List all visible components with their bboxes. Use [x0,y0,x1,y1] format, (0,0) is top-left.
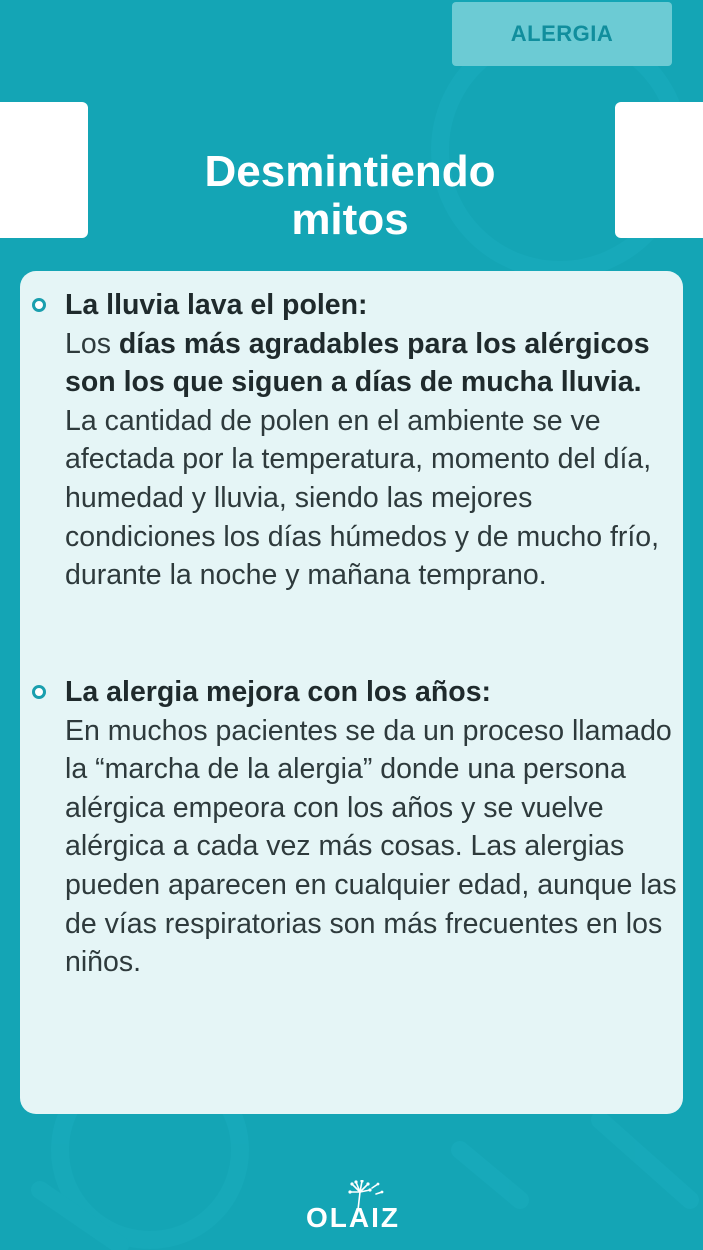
page-title [150,148,550,244]
myth-text [65,673,677,982]
category-tag-label: ALERGIA [510,21,614,46]
myth-text [65,286,677,595]
page-title-line-2: mitos [291,195,409,244]
myths-card [20,271,683,1114]
myth-text-intro: Los [65,327,119,360]
right-side-card [615,102,703,238]
logo-text: OLAIZ [306,1202,400,1233]
category-tag [452,2,672,66]
left-side-card [0,102,88,238]
myth-text-body: En muchos pacientes se da un proceso llamado la “marcha de la alergia” donde una persona alérgica empeora con los años y se vuelve alérgica a cada vez más cosas. Las alergias pueden aparecen en cualquier edad, aunque las de vías respiratorias son más frecuentes en los niños. [65,714,677,979]
bullet-icon [32,298,46,312]
page-title-line-1: Desmintiendo [204,147,496,196]
myth-text-bold: días más agradables para los alérgicos son los que siguen a días de mucha lluvia. [65,327,650,399]
bullet-icon [32,685,46,699]
myth-heading: La alergia mejora con los años: [65,676,492,708]
myth-heading: La lluvia lava el polen: [65,289,368,321]
myth-text-rest: La cantidad de polen en el ambiente se ve afectada por la temperatura, momento del día, humedad y lluvia, siendo las mejores condiciones los días húmedos y de mucho frío, durante la noche y mañana temprano. [65,404,660,592]
olaiz-logo [306,1180,398,1232]
